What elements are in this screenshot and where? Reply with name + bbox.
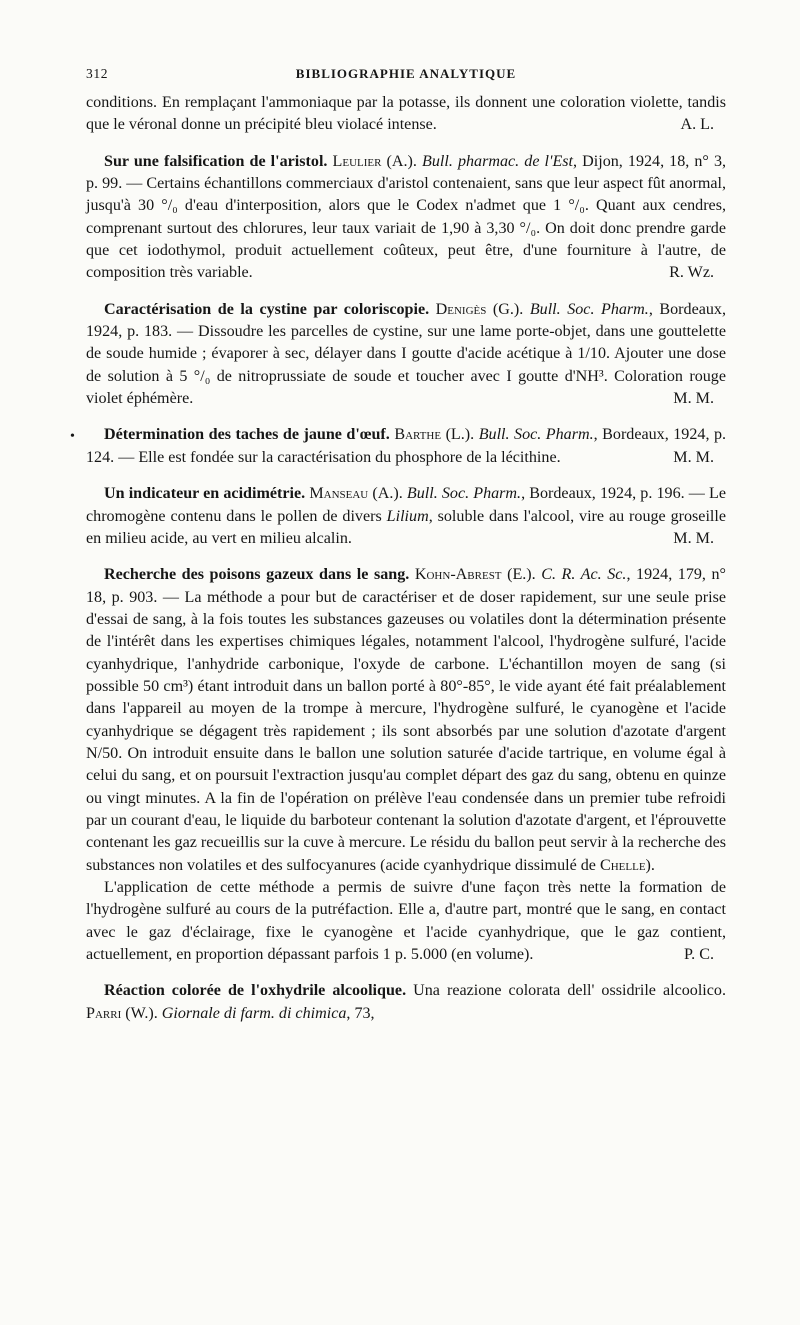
entry-title: Réaction colorée de l'oxhydrile alcoolique. xyxy=(104,982,407,1000)
entry-body: Dissoudre les parcelles de cystine, sur une lame porte-objet, dans une gouttelette de soude humide ; évaporer à sec, délayer dans I goutte d'acide acétique à 1/10. Ajouter une dose de solution à 5 °/₀ de nitroprussiate de soude et toucher avec I goutte d'NH³. Coloration rouge violet éphémère. xyxy=(86,323,726,408)
margin-bullet: • xyxy=(70,429,75,445)
abstract-entry-indicator xyxy=(86,483,726,550)
entry-author: Denigès (G.). xyxy=(435,300,524,318)
abstract-initials: M. M. xyxy=(673,390,714,408)
entry-author: Kohn-Abrest (E.). xyxy=(414,566,536,584)
entry-author: Manseau (A.). xyxy=(309,485,403,503)
entry-author: Barthe (L.). xyxy=(394,426,475,444)
abstract-entry-blood-gases xyxy=(86,564,726,966)
entry-title: Sur une falsification de l'aristol. xyxy=(104,152,328,170)
abstract-initials: R. Wz. xyxy=(669,264,714,282)
running-head-title: BIBLIOGRAPHIE ANALYTIQUE xyxy=(295,66,517,81)
running-head xyxy=(86,66,726,92)
entry-source: Bull. Soc. Pharm. xyxy=(529,300,649,318)
entry-citation: , Bordeaux, 1924, p. 124. — xyxy=(86,426,727,466)
entry-body: conditions. En remplaçant l'ammoniaque par la potasse, ils donnent une coloration violette, tandis que le véronal donne un précipité bleu violacé intense. xyxy=(86,94,726,134)
entry-title: Un indicateur en acidimétrie. xyxy=(104,485,306,503)
abstract-initials: M. M. xyxy=(673,448,714,466)
entry-title: Détermination des taches de jaune d'œuf. xyxy=(104,426,390,444)
entry-source: C. R. Ac. Sc. xyxy=(541,566,627,584)
abstract-entry-cystine xyxy=(86,299,726,411)
entry-body-italic: Lilium xyxy=(386,507,429,525)
abstract-entry-continuation xyxy=(86,92,726,137)
entry-author: Leulier (A.). xyxy=(332,152,417,170)
entry-author: Parri (W.). xyxy=(86,1004,158,1022)
entry-body: Elle est fondée sur la caractérisation du phosphore de la lécithine. xyxy=(138,448,561,466)
entry-citation: , 1924, 179, n° 18, p. 903. — xyxy=(86,566,726,606)
entry-body: Certains échantillons commerciaux d'aristol contenaient, sans que leur aspect fût anormal, jusqu'à 30 °/₀ d'eau d'interposition, alors que le Codex n'admet que 1 °/₀. Quant aux cendres, comprenant surtout des chlorures, leur taux variait de 1,90 à 3,30 °/₀. On doit donc prendre garde que cet iodothymol, produit actuellement coûteux, peut être, d'une fourniture à l'autre, de composition très variable. xyxy=(86,175,727,282)
abstract-entry-egg-yolk xyxy=(70,424,727,469)
entry-title: Recherche des poisons gazeux dans le sang. xyxy=(104,566,410,584)
entry-source: Bull. Soc. Pharm. xyxy=(478,426,594,444)
abstract-entry-aristol xyxy=(86,151,726,285)
entry-citation: , Bordeaux, 1924, p. 196. — xyxy=(521,485,705,503)
entry-body-end: ). xyxy=(645,856,655,874)
entry-citation: , 73, xyxy=(346,1004,375,1022)
abstract-initials: P. C. xyxy=(684,946,714,964)
page-number: 312 xyxy=(86,66,109,81)
entry-body-paragraph-2: L'application de cette méthode a permis de suivre d'une façon très nette la formation de l'hydrogène sulfuré au cours de la putréfaction. Elle a, d'autre part, montré que le sang, en contact avec le gaz d'éclairage, fixe le cyanogène et l'acide cyanhydrique, que le gaz contient, actuellement, en proportion dépassant parfois 1 p. 5.000 (en volume). xyxy=(86,879,726,964)
entry-source: Bull. pharmac. de l'Est xyxy=(422,152,574,170)
entry-source: Bull. Soc. Pharm. xyxy=(406,485,522,503)
entry-body: Le chromogène contenu dans le pollen de divers xyxy=(86,485,727,525)
entry-body: , soluble dans l'alcool, vire au rouge groseille en milieu acide, au vert en milieu alcalin. xyxy=(86,507,727,547)
entry-citation: , Bordeaux, 1924, p. 183. — xyxy=(86,300,726,341)
entry-subtitle: Una reazione colorata dell' ossidrile alcoolico. xyxy=(413,982,726,1000)
abstract-entry-hydroxyl xyxy=(86,980,726,1025)
entry-body-author: Chelle xyxy=(599,856,646,874)
abstract-initials: A. L. xyxy=(680,116,714,134)
entry-source: Giornale di farm. di chimica xyxy=(161,1004,347,1022)
entry-title: Caractérisation de la cystine par coloriscopie. xyxy=(104,300,430,318)
entry-body: La méthode a pour but de caractériser et de doser rapidement, sur une seule prise d'essai de sang, à la fois toutes les substances gazeuses ou volatiles dont la détermination présente de l'intérêt dans les expertises chimiques légales, notamment l'alcool, l'hydrogène sulfuré, l'acide cyanhydrique, l'anhydride carbonique, l'oxyde de carbone. L'échantillon moyen de sang (si possible 50 cm³) étant introduit dans un ballon porté à 80°-85°, le vide ayant été fait préalablement dans l'appareil au moyen de la trompe à mercure, l'hydrogène sulfuré, le cyanogène et l'acide cyanhydrique se dégagent très rapidement ; ils sont absorbés par une solution d'azotate d'argent N/50. On introduit ensuite dans le ballon une solution saturée d'acide tartrique, en volume égal à celui du sang, et on poursuit l'extraction jusqu'au complet départ des gaz du sang, obtenu en quinze ou vingt minutes. A la fin de l'opération on prélève l'eau condensée dans un premier tube refroidi par un courant d'eau, le liquide du barboteur contenant la solution d'azotate d'argent, et l'éprouvette contenant les gaz recueillis sur la cuve à mercure. Le résidu du ballon peut servir à la recherche des substances non volatiles et des sulfocyanures (acide cyanhydrique dissimulé de xyxy=(86,588,726,874)
abstract-initials: M. M. xyxy=(673,529,714,547)
entry-citation: , Dijon, 1924, 18, n° 3, p. 99. — xyxy=(86,152,727,193)
